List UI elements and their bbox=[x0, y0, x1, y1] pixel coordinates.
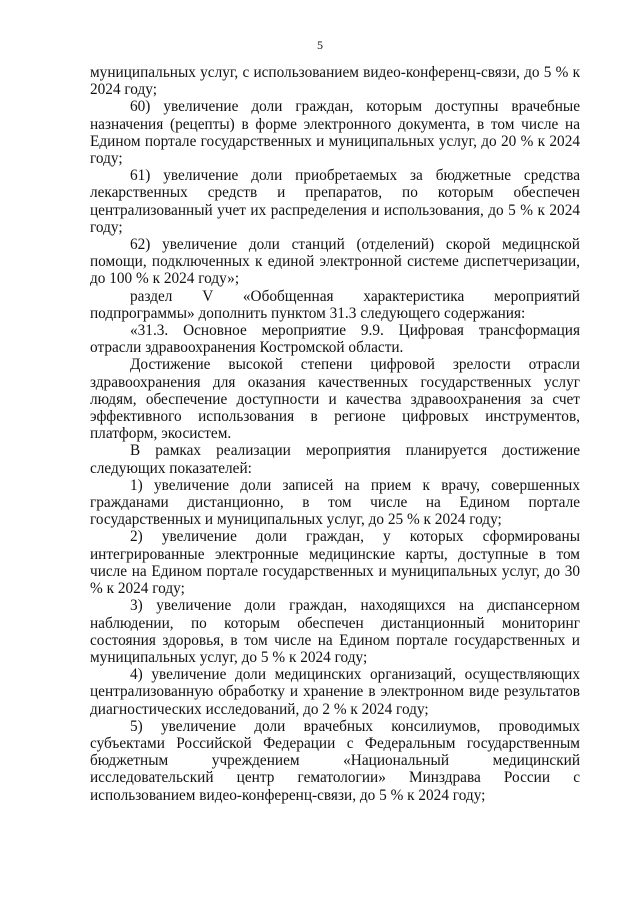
paragraph-indicator-2: 2) увеличение доли граждан, у которых сформированы интегрированные электронные медицинские карты, доступные в том числе на Едином портале государственных и муниципальных услуг, до 30 % к 2024 году; bbox=[90, 528, 580, 598]
paragraph-section-v: раздел V «Обобщенная характеристика мероприятий подпрограммы» дополнить пунктом 31.3 следующего содержания: bbox=[90, 287, 580, 322]
paragraph-indicator-3: 3) увеличение доли граждан, находящихся на диспансерном наблюдении, по которым обеспечен дистанционный мониторинг состояния здоровья, в том числе на Едином портале государственных и муниципальных услуг, до 5 % к 2024 году; bbox=[90, 597, 580, 666]
paragraph-indicator-1: 1) увеличение доли записей на прием к врачу, совершенных гражданами дистанционно, в том числе на Едином портале государственных и муниципальных услуг, до 25 % к 2024 году; bbox=[90, 476, 580, 529]
paragraph-item-61: 61) увеличение доли приобретаемых за бюджетные средства лекарственных средств и препаратов, по которым обеспечен централизованный учет их распределения и использования, до 5 % к 2024 году; bbox=[90, 167, 580, 236]
document-body bbox=[90, 64, 580, 804]
paragraph-31-3: «31.3. Основное мероприятие 9.9. Цифровая трансформация отрасли здравоохранения Костромской области. bbox=[90, 322, 580, 357]
paragraph-item-60: 60) увеличение доли граждан, которым доступны врачебные назначения (рецепты) в форме электронного документа, в том числе на Едином портале государственных и муниципальных услуг, до 20 % к 2024 году; bbox=[90, 98, 580, 168]
paragraph-indicator-5: 5) увеличение доли врачебных консилиумов, проводимых субъектами Российской Федерации с Федеральным государственным бюджетным учреждением «Национальный медицинский исследовательский центр гематологии» Минздрава России с использованием видео-конференц-связи, до 5 % к 2024 году; bbox=[90, 717, 580, 804]
paragraph-item-62: 62) увеличение доли станций (отделений) скорой медицнской помощи, подключенных к единой электронной системе диспетчеризации, до 100 % к 2024 году»; bbox=[90, 236, 580, 288]
paragraph-continuation: муниципальных услуг, с использованием видео-конференц-связи, до 5 % к 2024 году; bbox=[90, 64, 580, 99]
paragraph-indicator-4: 4) увеличение доли медицинских организаций, осуществляющих централизованную обработку и хранение в электронном виде результатов диагностических исследований, до 2 % к 2024 году; bbox=[90, 666, 580, 718]
page-number: 5 bbox=[317, 38, 323, 52]
paragraph-indicators-intro: В рамках реализации мероприятия планируется достижение следующих показателей: bbox=[90, 442, 580, 477]
paragraph-goal: Достижение высокой степени цифровой зрелости отрасли здравоохранения для оказания качественных государственных услуг людям, обеспечение доступности и качества здравоохранения за счет эффективного использования в регионе цифровых инструментов, платформ, экосистем. bbox=[90, 356, 580, 443]
